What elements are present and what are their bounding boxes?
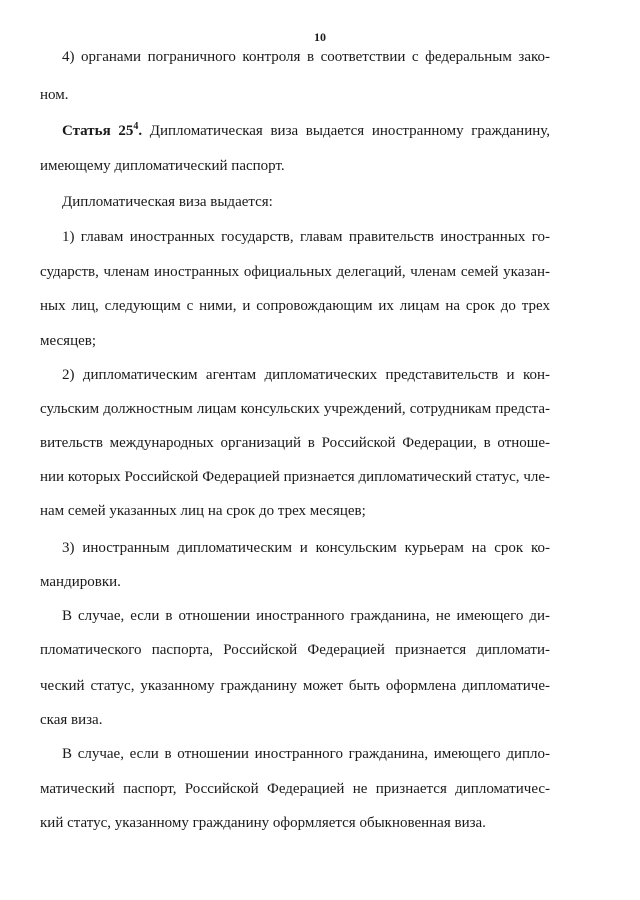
text-line: кий статус, указанному гражданину оформляется обыкновенная виза. xyxy=(40,815,486,831)
text-line: нии которых Российской Федерацией признается дипломатический статус, чле- xyxy=(40,469,550,485)
text-line: ном. xyxy=(40,87,69,103)
text-line: месяцев; xyxy=(40,333,97,349)
text-line: ская виза. xyxy=(40,712,103,728)
text-line: 2) дипломатическим агентам дипломатических представительств и кон- xyxy=(62,367,550,383)
text-span: Дипломатическая виза выдается иностранному гражданину, xyxy=(149,123,551,139)
text-line: пломатического паспорта, Российской Федерацией признается дипломати- xyxy=(40,642,550,658)
article-superscript: 4 xyxy=(133,121,139,132)
text-line: ных лиц, следующим с ними, и сопровождающим их лицам на срок до трех xyxy=(40,298,550,314)
page-number: 10 xyxy=(314,30,326,44)
text-line: имеющему дипломатический паспорт. xyxy=(40,158,285,174)
text-line: нам семей указанных лиц на срок до трех месяцев; xyxy=(40,503,366,519)
article-heading-line xyxy=(62,122,550,140)
text-line: вительств международных организаций в Российской Федерации, в отноше- xyxy=(40,435,550,451)
text-line: мандировки. xyxy=(40,574,121,590)
text-line: В случае, если в отношении иностранного гражданина, имеющего дипло- xyxy=(62,746,550,762)
text-line: сударств, членам иностранных официальных делегаций, членам семей указан- xyxy=(40,264,550,280)
text-line: матический паспорт, Российской Федерацией не признается дипломатичес- xyxy=(40,781,550,797)
text-line: 4) органами пограничного контроля в соответствии с федеральным зако- xyxy=(62,49,550,65)
text-line: 3) иностранным дипломатическим и консульским курьерам на срок ко- xyxy=(62,540,550,556)
text-line: сульским должностным лицам консульских учреждений, сотрудникам предста- xyxy=(40,401,550,417)
text-line: В случае, если в отношении иностранного гражданина, не имеющего ди- xyxy=(62,608,550,624)
text-line: ческий статус, указанному гражданину может быть оформлена дипломатиче- xyxy=(40,678,550,694)
article-label: Статья $25^4$. xyxy=(62,121,143,139)
text-line: Дипломатическая виза выдается: xyxy=(62,194,273,210)
text-line: 1) главам иностранных государств, главам правительств иностранных го- xyxy=(62,229,550,245)
